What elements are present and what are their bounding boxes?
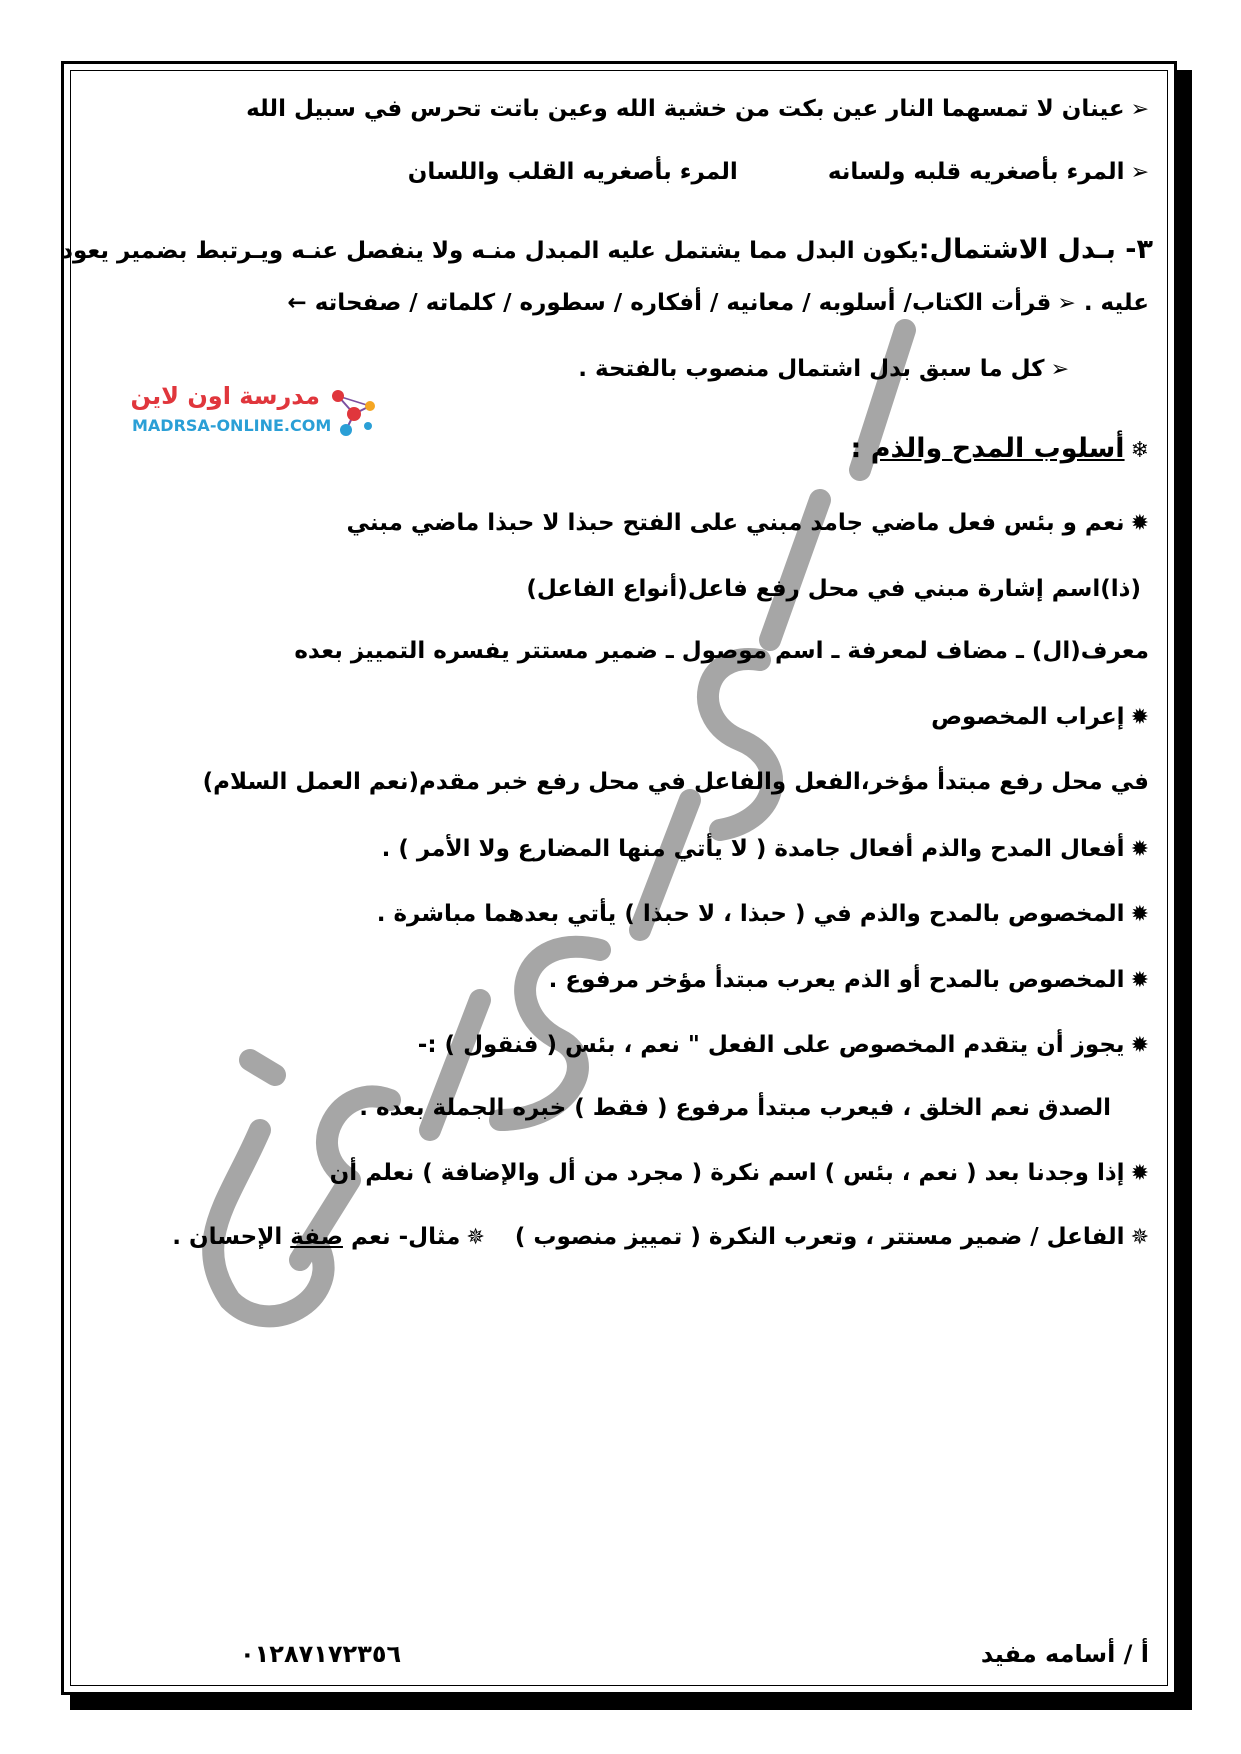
star-bullet-icon: ✹: [1130, 968, 1149, 993]
star-bullet-icon: ✵: [1130, 1225, 1149, 1250]
text-line: معرف(ال) ـ مضاف لمعرفة ـ اسم موصول ـ ضمير مستتر يفسره التمييز بعده: [294, 638, 1149, 664]
footer-phone: ٠١٢٨٧١٧٢٣٥٦: [240, 1640, 402, 1668]
star-bullet-icon: ✹: [1130, 705, 1149, 730]
arrowhead-bullet-icon: ➢: [1130, 97, 1149, 122]
star-bullet-icon: ✹: [1130, 1033, 1149, 1058]
text-line: الصدق نعم الخلق ، فيعرب مبتدأ مرفوع ( فقط ) خبره الجملة بعده .: [359, 1095, 1111, 1121]
text-line: ✹إعراب المخصوص: [931, 700, 1149, 735]
molecule-icon: [324, 386, 380, 438]
star-bullet-icon: ✹: [1130, 902, 1149, 927]
text-line: ✵الفاعل / ضمير مستتر ، وتعرب النكرة ( تمييز منصوب )✵مثال- نعم صفة الإحسان .: [172, 1220, 1149, 1255]
text-line: عليه . ➢قرأت الكتاب/ أسلوبه / معانيه / أفكاره / سطوره / كلماته / صفحاته ←: [287, 286, 1149, 321]
text-line: ➢المرء بأصغريه قلبه ولسانهالمرء بأصغريه القلب واللسان: [408, 155, 1149, 190]
arrowhead-bullet-icon: ➢: [1057, 291, 1076, 316]
arrowhead-bullet-icon: ➢: [1130, 160, 1149, 185]
star-bullet-icon: ✵: [466, 1225, 485, 1250]
logo-arabic-text: مدرسة اون لاين: [130, 382, 320, 410]
text-line: ➢عينان لا تمسهما النار عين بكت من خشية الله وعين باتت تحرس في سبيل الله: [246, 92, 1149, 127]
snowflake-icon: ❄: [1130, 438, 1149, 463]
logo-latin-text: MADRSA-ONLINE.COM: [132, 416, 332, 435]
text-line: (ذا)اسم إشارة مبني في محل رفع فاعل(أنواع الفاعل): [526, 576, 1141, 602]
text-line: في محل رفع مبتدأ مؤخر،الفعل والفاعل في محل رفع خبر مقدم(نعم العمل السلام): [202, 769, 1149, 795]
arrowhead-bullet-icon: ➢: [1050, 357, 1069, 382]
star-bullet-icon: ✹: [1130, 1161, 1149, 1186]
site-logo: [130, 382, 380, 442]
text-line: ✹يجوز أن يتقدم المخصوص على الفعل " نعم ، بئس ( فنقول ) :-: [418, 1028, 1149, 1063]
star-bullet-icon: ✹: [1130, 837, 1149, 862]
text-line: ✹نعم و بئس فعل ماضي جامد مبني على الفتح حبذا لا حبذا ماضي مبني: [347, 506, 1149, 541]
star-bullet-icon: ✹: [1130, 511, 1149, 536]
text-line: ✹إذا وجدنا بعد ( نعم ، بئس ) اسم نكرة ( مجرد من أل والإضافة ) نعلم أن: [330, 1156, 1149, 1191]
text-line: ➢كل ما سبق بدل اشتمال منصوب بالفتحة .: [578, 352, 1069, 387]
text-line: ✹أفعال المدح والذم أفعال جامدة ( لا يأتي منها المضارع ولا الأمر ) .: [382, 832, 1149, 867]
section-label: ٣- بـدل الاشتمال:: [918, 234, 1153, 265]
text-line: ✹المخصوص بالمدح والذم في ( حبذا ، لا حبذا ) يأتي بعدهما مباشرة .: [377, 897, 1149, 932]
footer-author: أ / أسامه مفيد: [980, 1640, 1149, 1668]
arrow-left-icon: ←: [287, 290, 307, 316]
text-line: ✹المخصوص بالمدح أو الذم يعرب مبتدأ مؤخر مرفوع .: [549, 963, 1149, 998]
text-line: ٣- بـدل الاشتمال:يكون البدل مما يشتمل عليه المبدل منـه ولا ينفصل عنـه ويـرتبط بضمير يعود: [61, 234, 1153, 265]
section-heading: ❄أسلوب المدح والذم :: [851, 432, 1149, 468]
